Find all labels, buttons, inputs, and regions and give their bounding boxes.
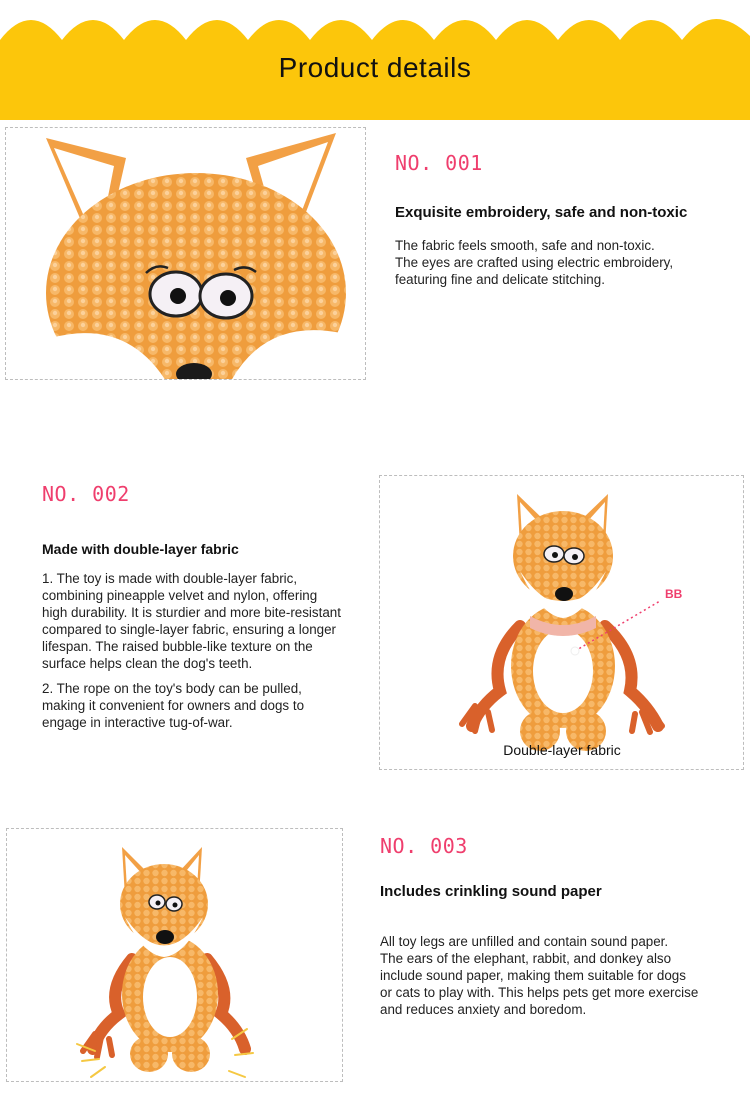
text-line: surface helps clean the dog's teeth. — [42, 656, 253, 671]
fox-crinkle-toy-image — [7, 829, 343, 1082]
text-line: The ears of the elephant, rabbit, and donkey also — [380, 951, 672, 966]
text-line: 1. The toy is made with double-layer fabric, — [42, 571, 298, 586]
text-line: or cats to play with. This helps pets get more exercise — [380, 985, 699, 1000]
text-line: featuring fine and delicate stitching. — [395, 272, 605, 287]
text-line: The fabric feels smooth, safe and non-toxic. — [395, 238, 655, 253]
text-line: lifespan. The raised bubble-like texture on the — [42, 639, 313, 654]
section-1-number: NO. 001 — [395, 151, 483, 175]
section-1-heading: Exquisite embroidery, safe and non-toxic — [395, 204, 688, 221]
text-line: include sound paper, making them suitable for dogs — [380, 968, 686, 983]
section-3-heading: Includes crinkling sound paper — [380, 883, 602, 900]
text-line: 2. The rope on the toy's body can be pulled, — [42, 681, 302, 696]
fox-face-closeup-photo — [5, 127, 366, 380]
text-line: compared to single-layer fabric, ensuring a longer — [42, 622, 337, 637]
photo-caption: Double-layer fabric — [503, 742, 621, 758]
fox-full-body-photo — [379, 475, 744, 770]
section-2-number: NO. 002 — [42, 482, 130, 506]
paragraph-1 — [42, 570, 372, 672]
text-line: high durability. It is sturdier and more bite-resistant — [42, 605, 341, 620]
header-banner — [0, 0, 750, 120]
section-2-description — [42, 570, 372, 739]
text-line: engage in interactive tug-of-war. — [42, 715, 233, 730]
section-1-description — [395, 237, 735, 288]
text-line: All toy legs are unfilled and contain sound paper. — [380, 934, 669, 949]
text-line: The eyes are crafted using electric embroidery, — [395, 255, 674, 270]
section-3-description — [380, 933, 745, 1018]
section-3-number: NO. 003 — [380, 834, 468, 858]
page-title: Product details — [278, 52, 472, 83]
fox-toy-image — [380, 476, 744, 770]
text-line: combining pineapple velvet and nylon, offering — [42, 588, 318, 603]
paragraph-2 — [42, 680, 372, 731]
bb-callout-label: BB — [665, 587, 683, 601]
fox-sound-paper-photo — [6, 828, 343, 1082]
text-line: and reduces anxiety and boredom. — [380, 1002, 587, 1017]
section-2-heading: Made with double-layer fabric — [42, 541, 239, 557]
text-line: making it convenient for owners and dogs to — [42, 698, 305, 713]
fox-face-image — [6, 128, 366, 380]
